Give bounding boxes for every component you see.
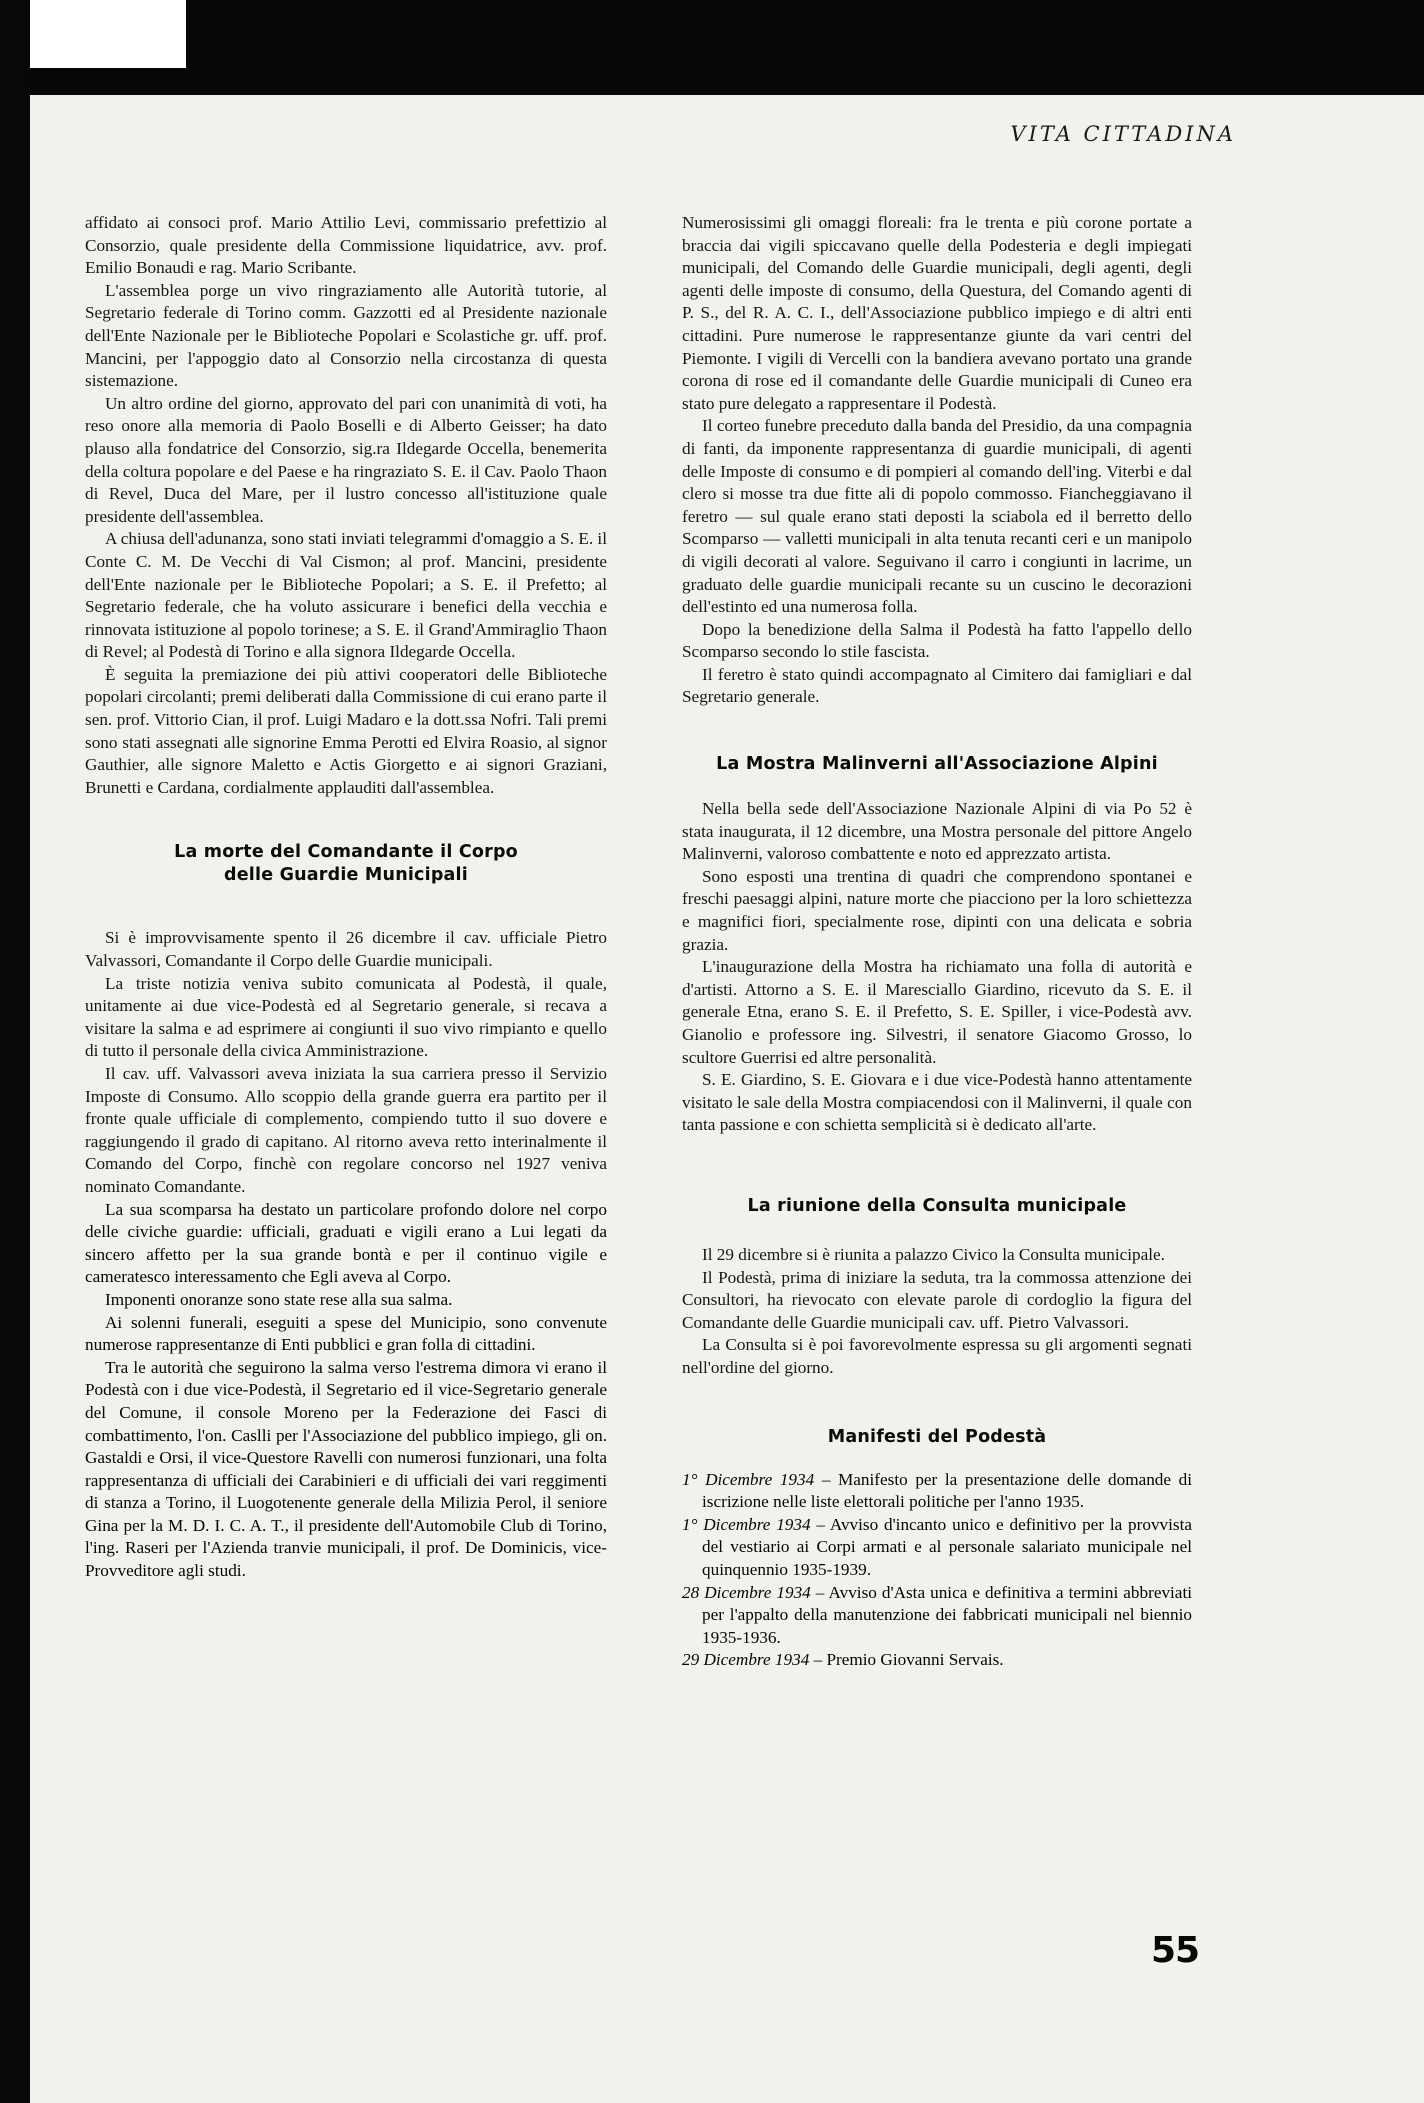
paragraph: S. E. Giardino, S. E. Giovara e i due vice-Podestà hanno attentamente visitato le sale della Mostra compiacendosi con il Malinverni, il quale con tanta passione e con schietta semplicità si è dedicato all'arte. (682, 1070, 1192, 1135)
paragraph: Il Podestà, prima di iniziare la seduta, tra la commossa attenzione dei Consultori, ha rievocato con elevate parole di cordoglio la figura del Comandante delle Guardie municipali cav. uff. Pietro Valvassori. (682, 1267, 1192, 1332)
manifesti-list (682, 1469, 1192, 1672)
list-item (682, 1582, 1192, 1650)
paragraph: Imponenti onoranze sono state rese alla sua salma. (105, 1289, 453, 1309)
manifest-text: – Manifesto per la presentazione delle domande di iscrizione nelle liste elettorali politiche per l'anno 1935. (702, 1469, 1192, 1512)
section-heading-manifesti: Manifesti del Podestà (827, 1426, 1047, 1447)
manifest-text: – Avviso d'Asta unica e definitiva a termini abbreviati per l'appalto della manutenzione dei fabbricati municipali nel biennio 1935-1936. (702, 1582, 1192, 1647)
manifest-text: – Premio Giovanni Servais. (809, 1650, 1004, 1670)
paragraph: Un altro ordine del giorno, approvato del pari con unanimità di voti, ha reso onore alla memoria di Paolo Boselli e di Alberto Geisser; ha dato plauso alla fondatrice del Consorzio, sig.ra Ildegarde Occella, benemerita della coltura popolare e del Paese e ha ringraziato S. E. il Cav. Paolo Thaon di Revel, Duca del Mare, per il lustro concesso all'istituzione quale presidente dell'assemblea. (85, 393, 607, 526)
scan-border-left (0, 0, 30, 2103)
manifest-text: – Avviso d'incanto unico e definitivo per la provvista del vestiario ai Corpi armati e al personale salariato municipale nel quinquennio 1935-1939. (702, 1514, 1193, 1579)
paragraph: Dopo la benedizione della Salma il Podestà ha fatto l'appello dello Scomparso secondo lo stile fascista. (682, 619, 1192, 662)
heading-line: La morte del Comandante il Corpo (174, 842, 518, 863)
paragraph: Si è improvvisamente spento il 26 dicembre il cav. ufficiale Pietro Valvassori, Comandante il Corpo delle Guardie municipali. (85, 928, 607, 971)
paragraph: È seguita la premiazione dei più attivi cooperatori delle Biblioteche popolari circolanti; premi deliberati dalla Commissione di cui erano parte il sen. prof. Vittorio Cian, il prof. Luigi Madaro e la dott.ssa Nofri. Tali premi sono stati assegnati alle signorine Emma Perotti ed Elvira Roasio, al signor Gauthier, alle signore Maletto e Actis Giorgetto e ai signori Graziani, Brunetti e Cardana, cordialmente applauditi dall'assemblea. (85, 664, 607, 797)
paragraph: A chiusa dell'adunanza, sono stati inviati telegrammi d'omaggio a S. E. il Conte C. M. De Vecchi di Val Cismon; al prof. Mancini, presidente dell'Ente nazionale per le Biblioteche Popolari; a S. E. il Prefetto; al Segretario federale, che ha voluto assicurare i benefici della vecchia e rinnovata istituzione al popolo torinese; a S. E. il Grand'Ammiraglio Thaon di Revel; al Podestà di Torino e alla signora Ildegarde Occella. (85, 529, 607, 662)
section-heading-morte (85, 841, 607, 887)
paragraph: Il cav. uff. Valvassori aveva iniziata la sua carriera presso il Servizio Imposte di Consumo. Allo scoppio della grande guerra era partito per il fronte quale ufficiale di complemento, compiendo tutto il suo dovere e raggiungendo il grado di capitano. Al ritorno aveva retto interinalmente il Comando del Corpo, finchè con regolare concorso nel 1927 veniva nominato Comandante. (85, 1064, 607, 1196)
page-number: 55 (1151, 1930, 1200, 1971)
heading-line: delle Guardie Municipali (224, 865, 468, 886)
scan-border-top (0, 0, 1424, 95)
paragraph: La sua scomparsa ha destato un particolare profondo dolore nel corpo delle civiche guardie: ufficiali, graduati e vigili erano a Lui legati da sincero affetto per la sua grande bontà e per il continuo vigile e cameratesco interessamento che Egli aveva al Corpo. (85, 1199, 607, 1287)
manifest-date: 1° Dicembre 1934 (682, 1514, 811, 1534)
manifest-date: 29 Dicembre 1934 (682, 1650, 810, 1670)
paragraph: L'inaugurazione della Mostra ha richiamato una folla di autorità e d'artisti. Attorno a S. E. il Maresciallo Giardino, ricevuto da S. E. il generale Etna, erano S. E. il Prefetto, S. E. Spiller, i vice-Podestà avv. Gianolio e professore ing. Silvestri, il senatore Giacomo Grosso, lo scultore Guerrisi ed altre personalità. (682, 957, 1192, 1067)
paragraph: Sono esposti una trentina di quadri che comprendono spontanei e freschi paesaggi alpini, nature morte che piacciono per la loro schiettezza e magnifici fiori, specialmente rose, dipinti con una delicata e sobria grazia. (682, 866, 1192, 954)
section-heading-consulta: La riunione della Consulta municipale (747, 1195, 1127, 1216)
paragraph: L'assemblea porge un vivo ringraziamento alle Autorità tutorie, al Segretario federale di Torino comm. Gazzotti ed al Presidente nazionale dell'Ente Nazionale per le Biblioteche Popolari e Scolastiche gr. uff. prof. Mancini, per l'appoggio dato al Consorzio nella circostanza di questa sistemazione. (85, 280, 607, 391)
paragraph: Numerosissimi gli omaggi floreali: fra le trenta e più corone portate a braccia dai vigili spiccavano quelle della Podesteria e degli impiegati municipali, del Comando delle Guardie municipali, degli agenti, degli agenti delle imposte di consumo, della Questura, del Comando agenti di P. S., del R. A. C. I., dell'Associazione pubblico impiego e di altri enti cittadini. Pure numerose le rappresentanze giunte da vari centri del Piemonte. I vigili di Vercelli con la bandiera avevano portato una grande corona di rose ed il comandante delle Guardie municipali di Cuneo era stato pure delegato a rappresentare il Podestà. (682, 213, 1192, 413)
manifest-date: 28 Dicembre 1934 (682, 1582, 811, 1602)
running-header: VITA CITTADINA (1010, 122, 1236, 146)
section-heading-mostra: La Mostra Malinverni all'Associazione Alpini (716, 754, 1158, 775)
right-column (682, 212, 1192, 1672)
list-item (682, 1469, 1192, 1514)
paragraph: Ai solenni funerali, eseguiti a spese del Municipio, sono convenute numerose rappresentanze di Enti pubblici e gran folla di cittadini. (85, 1312, 607, 1355)
paragraph: La Consulta si è poi favorevolmente espressa su gli argomenti segnati nell'ordine del giorno. (682, 1335, 1192, 1377)
paragraph: Il 29 dicembre si è riunita a palazzo Civico la Consulta municipale. (702, 1244, 1165, 1264)
paragraph: Tra le autorità che seguirono la salma verso l'estrema dimora vi erano il Podestà con i due vice-Podestà, il Segretario ed il vice-Segretario generale del Comune, il console Moreno per la Federazione dei Fasci di combattimento, l'on. Caslli per l'Associazione del pubblico impiego, gli on. Gastaldi e Orsi, il vice-Questore Ravelli con numerosi funzionari, una folta rappresentanza di ufficiali dei Carabinieri e di ufficiali dei vari reggimenti di stanza a Torino, il Luogotenente generale della Milizia Perol, il seniore Gina per la M. D. I. C. A. T., il presidente dell'Automobile Club di Torino, l'ing. Raseri per l'Azienda tranvie municipali, il prof. De Dominicis, vice-Provveditore agli studi. (85, 1357, 607, 1581)
paragraph: La triste notizia veniva subito comunicata al Podestà, il quale, unitamente ai due vice-Podestà ed al Segretario generale, si recava a visitare la salma e ad esprimere ai congiunti il suo vivo rimpianto e quello di tutto il personale della civica Amministrazione. (85, 973, 607, 1061)
paragraph: Il corteo funebre preceduto dalla banda del Presidio, da una compagnia di fanti, da imponente rappresentanza di guardie municipali, di agenti delle Imposte di consumo e di pompieri al comando dell'ing. Viterbi e dal clero si mosse tra due fitte ali di popolo commosso. Fiancheggiavano il feretro — sul quale erano stati deposti la sciabola ed il berretto dello Scomparso — valletti municipali in alta tenuta recanti ceri e un manipolo di vigili decorati al valore. Seguivano il carro i congiunti in lacrime, un graduato delle guardie municipali recante su un cuscino le decorazioni dell'estinto ed una numerosa folla. (682, 416, 1192, 617)
manifest-date: 1° Dicembre 1934 (682, 1469, 815, 1489)
list-item (682, 1514, 1192, 1582)
paragraph: Nella bella sede dell'Associazione Nazionale Alpini di via Po 52 è stata inaugurata, il 12 dicembre, una Mostra personale del pittore Angelo Malinverni, valoroso combattente e noto ed apprezzato artista. (682, 799, 1192, 864)
paragraph: affidato ai consoci prof. Mario Attilio Levi, commissario prefettizio al Consorzio, quale presidente della Commissione liquidatrice, avv. prof. Emilio Bonaudi e rag. Mario Scribante. (85, 213, 607, 278)
paragraph: Il feretro è stato quindi accompagnato al Cimitero dai famigliari e dal Segretario generale. (682, 664, 1192, 707)
list-item (682, 1649, 1192, 1672)
left-column (85, 212, 607, 1583)
